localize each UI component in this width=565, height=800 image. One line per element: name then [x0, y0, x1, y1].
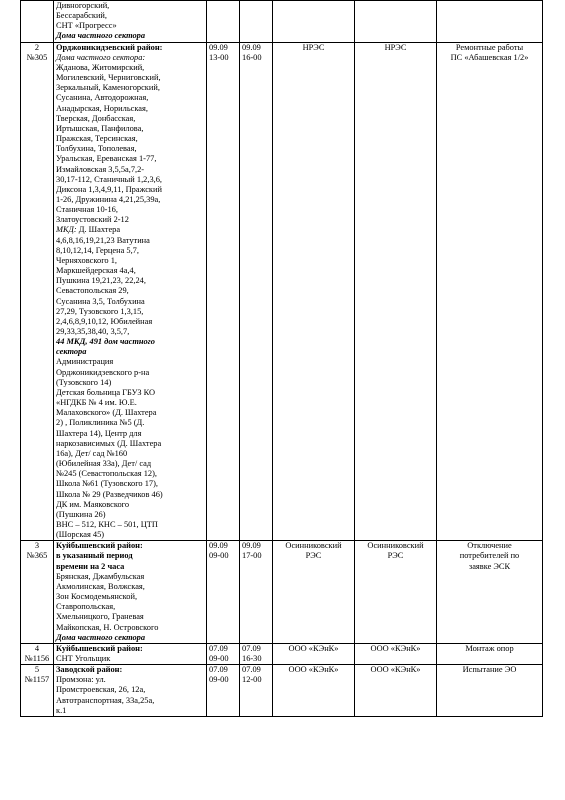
- start-cell: [207, 665, 240, 717]
- organization-cell: [273, 541, 355, 644]
- start-date: 09.09: [209, 541, 228, 551]
- start-date: 09.09: [209, 42, 228, 52]
- organization-cell: [273, 643, 355, 664]
- object-line: наркозависимых (Д. Шахтера: [56, 438, 162, 448]
- outage-schedule-table: [20, 0, 543, 717]
- executor-cell: [355, 541, 437, 644]
- address-line: Диксона 1,3,4,9,11, Пражский: [56, 184, 162, 194]
- address-line: Ставропольская,: [56, 602, 116, 612]
- end-date: 07.09: [242, 643, 261, 653]
- organization: НРЭС: [302, 42, 325, 52]
- object-line: №245 (Севастопольская 12),: [56, 469, 157, 479]
- address-cell: [54, 541, 207, 644]
- address-line: Черняховского 1,: [56, 255, 117, 265]
- address-line: Акмолинская, Волжская,: [56, 581, 145, 591]
- address-line: 27,29, Тузовского 1,3,15,: [56, 306, 144, 316]
- address-line: Зон Космодемьянской,: [56, 592, 138, 602]
- address-line: Маркшейдерская 4а,4,: [56, 266, 136, 276]
- end-time: 17-00: [242, 551, 262, 561]
- object-line: Орджоникидзевского р-на: [56, 367, 150, 377]
- request-code: №305: [26, 52, 48, 62]
- address-line: к.1: [56, 705, 67, 715]
- request-code: №1156: [24, 654, 50, 663]
- address-line: Тверская, Донбасская,: [56, 113, 136, 123]
- address-line: Севастопольская 29,: [56, 286, 129, 296]
- object-line: ДК им. Маяковского: [56, 499, 130, 509]
- address-line: Брянская, Джамбульская: [56, 571, 145, 581]
- request-code: №1157: [24, 675, 50, 685]
- row-number-cell: [21, 541, 54, 644]
- address-cell: [54, 42, 207, 541]
- address-line: Иртышская, Панфилова,: [56, 123, 144, 133]
- address-line: Хмельницкого, Граневая: [56, 612, 144, 622]
- private-sector-footer: Дома частного сектора: [56, 632, 146, 642]
- address-line: 4,6,8,16,19,21,23 Ватутина: [56, 235, 150, 245]
- executor: Осинниковский: [367, 541, 424, 551]
- object-line: 16а), Дет/ сад №160: [56, 448, 128, 458]
- address-line: Могилевский, Черниговский,: [56, 73, 161, 83]
- reason-line: потребителей по: [459, 551, 520, 561]
- object-line: Школа № 29 (Разведчиков 46): [56, 489, 163, 499]
- address-line: Пушкина 19,21,23, 22,24,: [56, 276, 146, 286]
- reason-cell: [437, 541, 543, 644]
- end-time: 12-00: [242, 675, 262, 685]
- request-code: №365: [26, 551, 48, 561]
- object-line: Школа №61 (Тузовского 17),: [56, 479, 158, 489]
- reason-line: Испытание ЭО: [462, 665, 517, 675]
- reason-line: Ремонтные работы: [455, 42, 524, 52]
- address-cell: [54, 1, 207, 43]
- table-row-continuation: [21, 1, 543, 43]
- executor: ООО «КЭнК»: [370, 643, 421, 653]
- start-cell: [207, 42, 240, 541]
- address-line: Измайловская 3,5,5а,7,2-: [56, 164, 145, 174]
- address-line: СНТ Угольщик: [56, 654, 111, 663]
- object-line: (Юбилейная 33а), Дет/ сад: [56, 459, 152, 469]
- organization: Осинниковский: [285, 541, 342, 551]
- address-line: Сусанина 3,5, Толбухина: [56, 296, 145, 306]
- address-line: 30,17-112, Станичный 1,2,3,6,: [56, 174, 163, 184]
- start-date: 07.09: [209, 643, 228, 653]
- address-line: 8,10,12,14, Герцена 5,7,: [56, 245, 139, 255]
- address-line: Автотранспортная, 33а,25а,: [56, 695, 155, 705]
- row-number-cell: [21, 643, 54, 664]
- address-line: СНТ «Прогресс»: [56, 21, 117, 31]
- executor: НРЭС: [384, 42, 407, 52]
- address-cell: [54, 665, 207, 717]
- executor-cell: [355, 643, 437, 664]
- district-name: Заводской район:: [56, 665, 123, 675]
- start-date: 07.09: [209, 665, 228, 675]
- table-row: [21, 665, 543, 717]
- executor: ООО «КЭнК»: [370, 665, 421, 675]
- object-line: Малаховского» (Д. Шахтера: [56, 408, 157, 418]
- address-line: Уральская, Ереванская 1-77,: [56, 154, 157, 164]
- reason-cell: [437, 665, 543, 717]
- address-line: Сусанина, Автодорожная,: [56, 93, 149, 103]
- address-cell: [54, 643, 207, 664]
- executor-cell: [355, 665, 437, 717]
- row-number: 4: [34, 643, 40, 653]
- organization-cell: [273, 42, 355, 541]
- district-name: Куйбышевский район:: [56, 541, 143, 551]
- reason-cell: [437, 42, 543, 541]
- start-time: 09-00: [209, 551, 229, 561]
- table-row: [21, 42, 543, 541]
- row-number-cell: [21, 42, 54, 541]
- address-line: Промстроевская, 26, 12а,: [56, 685, 146, 695]
- row-number: 3: [34, 541, 40, 551]
- end-date: 09.09: [242, 541, 261, 551]
- row-number-cell: [21, 665, 54, 717]
- private-sector-heading: Дома частного сектора:: [56, 52, 146, 62]
- address-line: Дивногорский,: [56, 1, 110, 10]
- organization: РЭС: [305, 551, 322, 561]
- mkd-first: Д. Шахтера: [76, 225, 121, 235]
- end-cell: [240, 643, 273, 664]
- object-line: Шахтера 14), Центр для: [56, 428, 142, 438]
- address-line: Жданова, Житомирский,: [56, 62, 145, 72]
- summary-line: 44 МКД, 491 дом частного: [56, 337, 155, 347]
- address-line: Станичная 10-16,: [56, 205, 118, 215]
- address-line: Зеркальный, Каменогорский,: [56, 83, 160, 93]
- start-time: 09-00: [209, 675, 229, 685]
- private-sector-footer: Дома частного сектора: [56, 31, 146, 41]
- object-line: (Пушкина 26): [56, 509, 106, 519]
- object-line: 2) , Поликлиника №5 (Д.: [56, 418, 145, 428]
- object-line: ВНС – 512, КНС – 501, ЦТП: [56, 519, 158, 529]
- mkd-line: [56, 225, 204, 235]
- reason-cell: [437, 643, 543, 664]
- executor: РЭС: [387, 551, 404, 561]
- mkd-label: МКД:: [56, 225, 77, 235]
- row-number: 5: [34, 665, 40, 675]
- end-cell: [240, 665, 273, 717]
- end-cell: [240, 541, 273, 644]
- object-line: (Шорская 45): [56, 530, 105, 540]
- reason-line: Отключение: [467, 541, 512, 551]
- row-number: 2: [34, 42, 40, 52]
- table-row: [21, 541, 543, 644]
- period-note: времени на 2 часа: [56, 561, 125, 571]
- address-line: Златоустовский 2-12: [56, 215, 129, 225]
- reason-line: заявке ЭСК: [468, 561, 511, 571]
- address-line: Майкопская, Н. Островского: [56, 622, 159, 632]
- start-time: 13-00: [209, 52, 229, 62]
- start-cell: [207, 643, 240, 664]
- district-name: Орджоникидзевский район:: [56, 42, 163, 52]
- end-date: 07.09: [242, 665, 261, 675]
- organization-cell: [273, 665, 355, 717]
- organization: ООО «КЭнК»: [288, 643, 339, 653]
- object-line: Детская больница ГБУЗ КО: [56, 387, 156, 397]
- address-line: 29,33,35,38,40, 3,5,7,: [56, 327, 130, 336]
- summary-line: сектора: [56, 347, 87, 357]
- address-line: Бессарабский,: [56, 11, 107, 21]
- table-row: [21, 643, 543, 664]
- reason-line: Монтаж опор: [465, 643, 514, 653]
- end-time: 16-30: [242, 654, 262, 663]
- row-number-cell: [21, 1, 54, 43]
- district-name: Куйбышевский район:: [56, 643, 143, 653]
- start-time: 09-00: [209, 654, 229, 663]
- address-line: Анадырская, Норильская,: [56, 103, 148, 113]
- reason-line: ПС «Абашевская 1/2»: [450, 52, 529, 62]
- executor-cell: [355, 42, 437, 541]
- organization: ООО «КЭнК»: [288, 665, 339, 675]
- end-cell: [240, 42, 273, 541]
- address-line: 2,4,6,8,9,10,12, Юбилейная: [56, 316, 153, 326]
- end-time: 16-00: [242, 52, 262, 62]
- address-line: Толбухина, Тополевая,: [56, 144, 137, 154]
- object-line: Администрация: [56, 357, 114, 367]
- address-line: Промзона: ул.: [56, 675, 106, 685]
- address-line: 1-26, Дружинина 4,21,25,39а,: [56, 194, 161, 204]
- end-date: 09.09: [242, 42, 261, 52]
- start-cell: [207, 541, 240, 644]
- address-line: Пражская, Терсинская,: [56, 134, 138, 144]
- period-note: в указанный период: [56, 551, 133, 561]
- object-line: (Тузовского 14): [56, 377, 112, 387]
- object-line: «НГДКБ № 4 им. Ю.Е.: [56, 398, 137, 408]
